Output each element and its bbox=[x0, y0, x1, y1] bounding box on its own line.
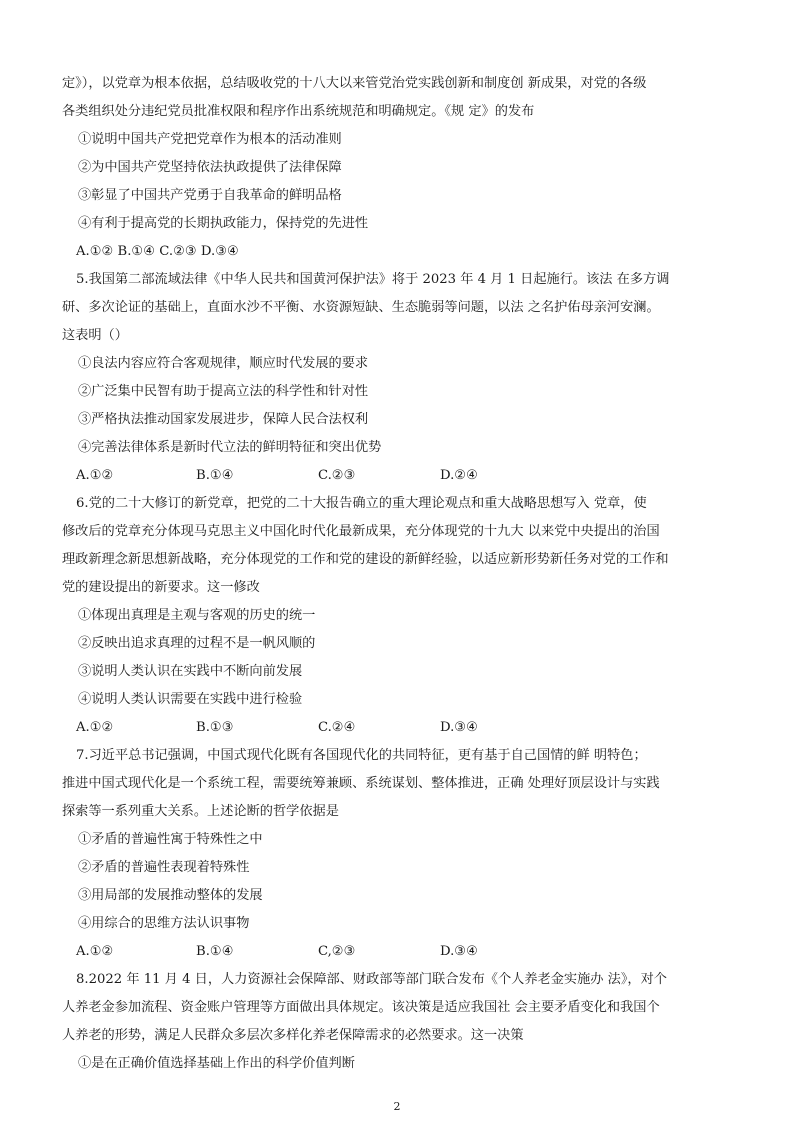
q7-answer-b: B.①④ bbox=[196, 944, 234, 959]
q6-option-2: ②反映出追求真理的过程不是一帆风顺的 bbox=[78, 636, 316, 651]
q5-answer-b: B.①④ bbox=[196, 468, 234, 483]
q5-answer-c: C.②③ bbox=[318, 468, 356, 483]
q7-stem-line-2: 推进中国式现代化是一个系统工程，需要统筹兼顾、系统谋划、整体推进，正确 处理好顶层设计与实践 bbox=[62, 776, 660, 791]
q7-answer-c: C,②③ bbox=[318, 944, 356, 959]
q5-option-2: ②广泛集中民智有助于提高立法的科学性和针对性 bbox=[78, 384, 369, 399]
q7-stem-line-3: 探索等一系列重大关系。上述论断的哲学依据是 bbox=[62, 804, 339, 819]
q6-answer-d: D.③④ bbox=[440, 720, 478, 735]
q6-stem-line-3: 理政新理念新思想新战略，充分体现党的工作和党的建设的新鲜经验，以适应新形势新任务对党的工作和 bbox=[62, 552, 669, 567]
q6-option-3: ③说明人类认识在实践中不断向前发展 bbox=[78, 664, 303, 679]
q6-answer-c: C.②④ bbox=[318, 720, 356, 735]
q8-stem-line-2: 人养老金参加流程、资金账户管理等方面做出具体规定。该决策是适应我国社 会主要矛盾变化和我国个 bbox=[62, 1000, 660, 1015]
q8-stem-line-3: 人养老的形势，满足人民群众多层次多样化养老保障需求的必然要求。这一决策 bbox=[62, 1028, 524, 1043]
q5-answer-a: A.①② bbox=[76, 468, 114, 483]
q6-option-1: ①体现出真理是主观与客观的历史的统一 bbox=[78, 608, 316, 623]
q7-answer-a: A.①② bbox=[76, 944, 114, 959]
q7-stem-line-1: 7.习近平总书记强调，中国式现代化既有各国现代化的共同特征，更有基于自己国情的鲜 明特色； bbox=[76, 748, 647, 763]
q6-answer-a: A.①② bbox=[76, 720, 114, 735]
q7-option-3: ③用局部的发展推动整体的发展 bbox=[78, 888, 263, 903]
q5-option-4: ④完善法律体系是新时代立法的鲜明特征和突出优势 bbox=[78, 440, 382, 455]
q7-option-4: ④用综合的思维方法认识事物 bbox=[78, 916, 250, 931]
q4-stem-line-1: 定》），以党章为根本依据，总结吸收党的十八大以来管党治党实践创新和制度创 新成果，对党的各级 bbox=[62, 76, 647, 91]
page-number: 2 bbox=[393, 1100, 401, 1113]
q7-answer-d: D.③④ bbox=[440, 944, 478, 959]
q4-option-2: ②为中国共产党坚持依法执政提供了法律保障 bbox=[78, 160, 342, 175]
q7-option-2: ②矛盾的普遍性表现着特殊性 bbox=[78, 860, 250, 875]
q4-answer-choices: A.①② B.①④ C.②③ D.③④ bbox=[76, 244, 239, 259]
q6-option-4: ④说明人类认识需要在实践中进行检验 bbox=[78, 692, 303, 707]
q5-option-1: ①良法内容应符合客观规律，顺应时代发展的要求 bbox=[78, 356, 369, 371]
q6-answer-b: B.①③ bbox=[196, 720, 234, 735]
q5-stem-line-1: 5.我国第二部流域法律《中华人民共和国黄河保护法》将于 2023 年 4 月 1 日起施行。该法 在多方调 bbox=[76, 272, 670, 287]
q5-stem-line-2: 研、多次论证的基础上，直面水沙不平衡、水资源短缺、生态脆弱等问题，以法 之名护佑母亲河安澜。 bbox=[62, 300, 660, 315]
q5-answer-choices bbox=[76, 466, 478, 486]
q7-answer-choices bbox=[76, 942, 478, 962]
q5-option-3: ③严格执法推动国家发展进步，保障人民合法权利 bbox=[78, 412, 369, 427]
q4-option-4: ④有利于提高党的长期执政能力，保持党的先进性 bbox=[78, 216, 369, 231]
q6-stem-line-4: 党的建设提出的新要求。这一修改 bbox=[62, 580, 260, 595]
q7-option-1: ①矛盾的普遍性寓于特殊性之中 bbox=[78, 832, 263, 847]
q5-stem-line-3: 这表明（） bbox=[62, 328, 128, 343]
q6-answer-choices bbox=[76, 718, 478, 738]
q8-stem-line-1: 8.2022 年 11 月 4 日，人力资源社会保障部、财政部等部门联合发布《个人养老金实施办 法》，对个 bbox=[76, 972, 667, 987]
q5-answer-d: D.②④ bbox=[440, 468, 478, 483]
q4-stem-line-2: 各类组织处分违纪党员批准权限和程序作出系统规范和明确规定。《规 定》的发布 bbox=[62, 104, 535, 119]
q8-option-1: ①是在正确价值选择基础上作出的科学价值判断 bbox=[78, 1056, 355, 1071]
q4-option-3: ③彰显了中国共产党勇于自我革命的鲜明品格 bbox=[78, 188, 342, 203]
q4-option-1: ①说明中国共产党把党章作为根本的活动准则 bbox=[78, 132, 342, 147]
q6-stem-line-2: 修改后的党章充分体现马克思主义中国化时代化最新成果，充分体现党的十九大 以来党中央提出的治国 bbox=[62, 524, 660, 539]
q6-stem-line-1: 6.党的二十大修订的新党章，把党的二十大报告确立的重大理论观点和重大战略思想写入 党章，使 bbox=[76, 496, 647, 511]
